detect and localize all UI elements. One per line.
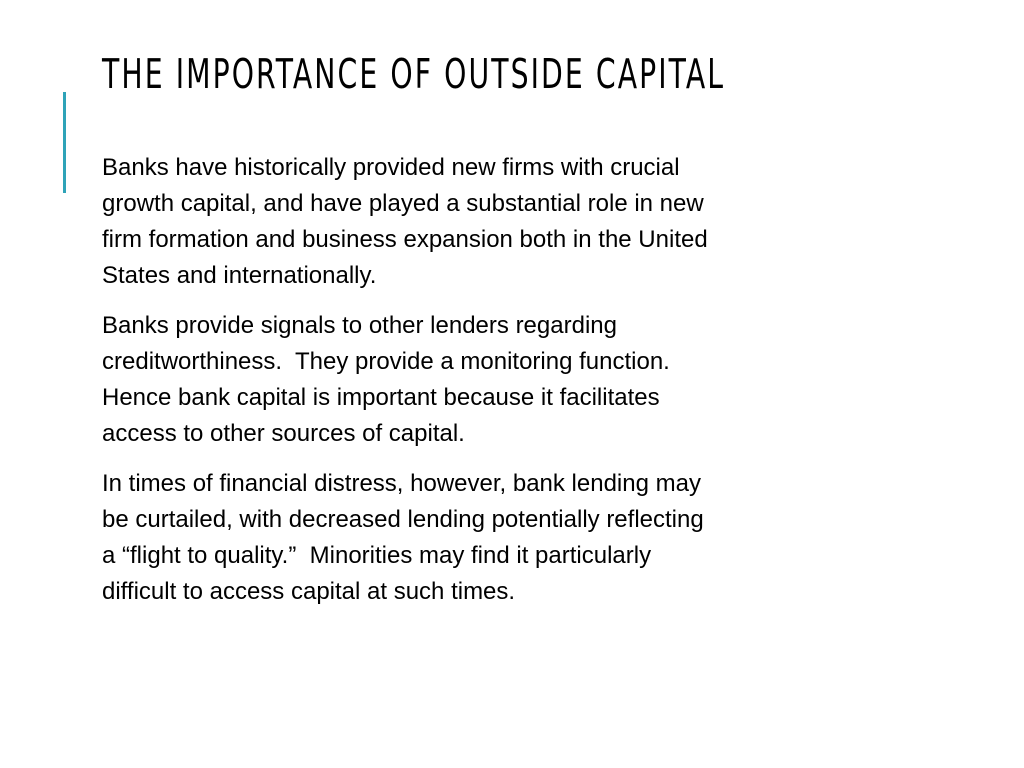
- text-line: a “flight to quality.” Minorities may find it particularly: [102, 542, 652, 569]
- paragraph-bank-signals: [102, 308, 902, 452]
- text-line: creditworthiness. They provide a monitoring function.: [102, 348, 670, 375]
- text-line: Banks provide signals to other lenders regarding: [102, 312, 617, 339]
- paragraph-bank-history: [102, 150, 902, 294]
- paragraph-financial-distress: [102, 466, 902, 610]
- text-line: growth capital, and have played a substantial role in new: [102, 190, 704, 217]
- text-line: States and internationally.: [102, 262, 377, 289]
- accent-bar: [63, 92, 66, 193]
- slide-body: [102, 150, 902, 624]
- text-line: firm formation and business expansion both in the United: [102, 226, 708, 253]
- slide-title: THE IMPORTANCE OF OUTSIDE CAPITAL: [102, 50, 726, 98]
- text-line: access to other sources of capital.: [102, 420, 465, 447]
- text-line: difficult to access capital at such times.: [102, 578, 516, 605]
- text-line: In times of financial distress, however, bank lending may: [102, 470, 701, 497]
- text-line: Hence bank capital is important because it facilitates: [102, 384, 660, 411]
- text-line: Banks have historically provided new firms with crucial: [102, 154, 680, 181]
- text-line: be curtailed, with decreased lending potentially reflecting: [102, 506, 704, 533]
